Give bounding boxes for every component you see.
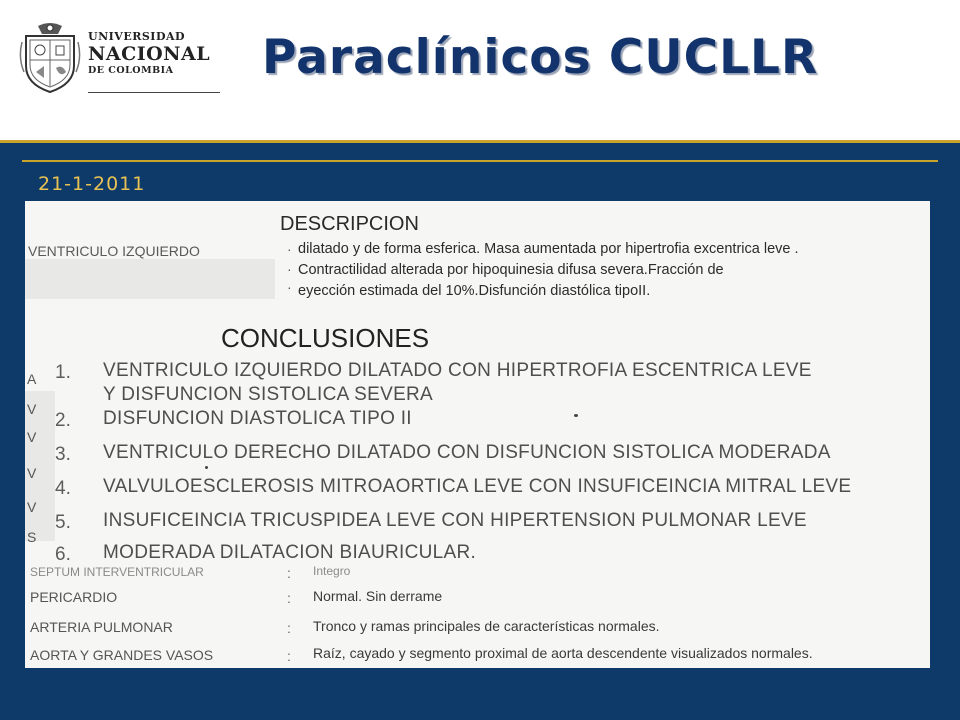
conclusion-item: INSUFICEINCIA TRICUSPIDEA LEVE CON HIPERTENSION PULMONAR LEVE	[103, 510, 807, 531]
logo-line-1: UNIVERSIDAD	[88, 30, 186, 43]
cut-off-letter: A	[27, 371, 37, 387]
conclusion-number: 4.	[55, 478, 71, 499]
description-heading: DESCRIPCION	[280, 213, 419, 235]
university-logo	[18, 22, 211, 96]
description-line: dilatado y de forma esferica. Masa aumentada por hipertrofia excentrica leve .	[298, 241, 799, 257]
gold-divider	[22, 160, 938, 162]
logo-line-2: NACIONAL	[88, 43, 211, 65]
bullet-dot: ·	[287, 261, 292, 277]
conclusion-number: 5.	[55, 512, 71, 533]
conclusion-item-cont: Y DISFUNCION SISTOLICA SEVERA	[103, 384, 434, 405]
slide-header	[0, 0, 960, 140]
finding-value: Tronco y ramas principales de características normales.	[313, 618, 660, 634]
slide-date: 21-1-2011	[38, 173, 146, 195]
conclusion-item: DISFUNCION DIASTOLICA TIPO II	[103, 408, 412, 429]
finding-label: ARTERIA PULMONAR	[30, 619, 173, 635]
finding-colon: :	[287, 648, 291, 664]
bullet-dot: ·	[287, 279, 292, 295]
cut-off-letter: V	[27, 429, 37, 445]
conclusion-item: VENTRICULO IZQUIERDO DILATADO CON HIPERTROFIA ESCENTRICA LEVE	[103, 360, 812, 381]
finding-colon: :	[287, 565, 291, 581]
content-panel	[0, 143, 960, 720]
left-ventricle-label: VENTRICULO IZQUIERDO	[28, 243, 200, 259]
cut-off-letter: V	[27, 465, 37, 481]
finding-value: Normal. Sin derrame	[313, 588, 443, 604]
logo-wordmark	[88, 30, 211, 76]
finding-value: Raíz, cayado y segmento proximal de aorta descendente visualizados normales.	[313, 645, 813, 661]
finding-label: AORTA Y GRANDES VASOS	[30, 647, 214, 663]
cut-off-letter: V	[27, 499, 37, 515]
logo-rule	[88, 92, 220, 93]
conclusion-item: VENTRICULO DERECHO DILATADO CON DISFUNCION SISTOLICA MODERADA	[103, 442, 831, 463]
university-seal-icon	[18, 22, 82, 94]
finding-label: SEPTUM INTERVENTRICULAR	[30, 565, 204, 579]
description-line: Contractilidad alterada por hipoquinesia difusa severa.Fracción de	[298, 262, 724, 278]
finding-value: Integro	[313, 564, 351, 578]
conclusion-number: 1.	[55, 362, 71, 383]
logo-line-3: DE COLOMBIA	[88, 65, 174, 76]
conclusion-item: MODERADA DILATACION BIAURICULAR.	[103, 542, 477, 563]
description-line: eyección estimada del 10%.Disfunción diastólica tipoII.	[298, 283, 651, 299]
finding-label: PERICARDIO	[30, 589, 118, 605]
conclusion-number: 6.	[55, 544, 71, 565]
slide-title: Paraclínicos CUCLLR	[262, 30, 819, 85]
cut-off-letter: V	[27, 401, 37, 417]
conclusion-item: VALVULOESCLEROSIS MITROAORTICA LEVE CON INSUFICEINCIA MITRAL LEVE	[103, 476, 852, 497]
bullet-dot: ·	[287, 241, 292, 257]
cut-off-letter: S	[27, 529, 37, 545]
conclusions-heading: CONCLUSIONES	[221, 323, 430, 353]
finding-colon: :	[287, 590, 291, 606]
conclusion-number: 3.	[55, 444, 71, 465]
conclusion-number: 2.	[55, 410, 71, 431]
finding-colon: :	[287, 620, 291, 636]
scanned-report-image	[25, 201, 930, 668]
